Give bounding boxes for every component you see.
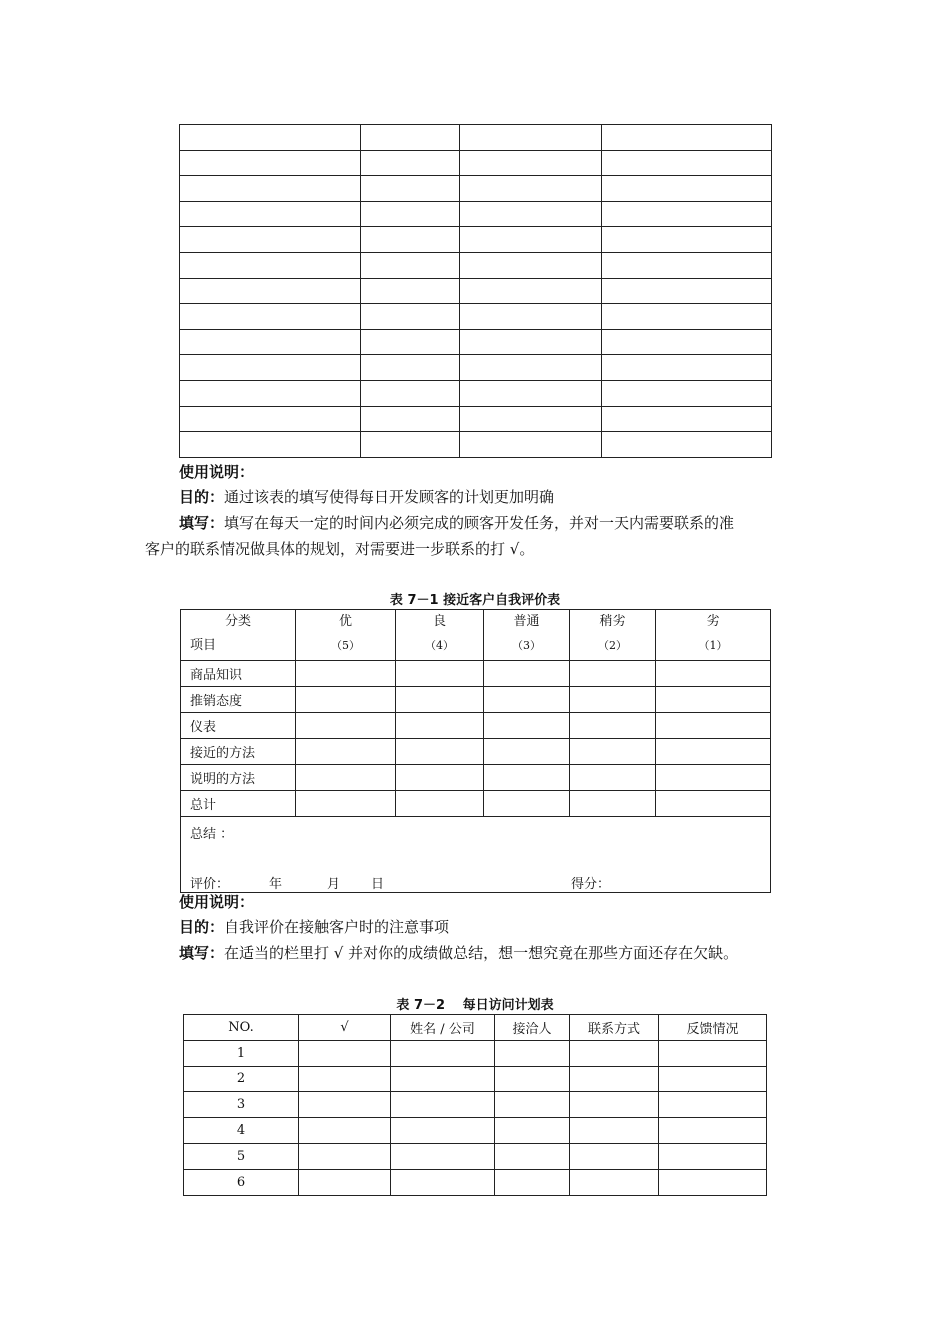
blank-row: [180, 150, 772, 176]
table71-header-row: [181, 610, 771, 661]
blank-cell[interactable]: [180, 227, 361, 253]
blank-cell[interactable]: [361, 380, 460, 406]
row-number: 3: [184, 1092, 299, 1118]
item-name: 推销态度: [181, 687, 296, 713]
rating-cell[interactable]: [484, 739, 570, 765]
blank-cell[interactable]: [460, 278, 602, 304]
visit-cell[interactable]: [495, 1169, 570, 1195]
row-number: 4: [184, 1118, 299, 1144]
visit-cell[interactable]: [495, 1040, 570, 1066]
blank-row: [180, 252, 772, 278]
rating-cell[interactable]: [484, 765, 570, 791]
visit-cell[interactable]: [659, 1040, 767, 1066]
blank-cell[interactable]: [361, 150, 460, 176]
blank-cell[interactable]: [361, 278, 460, 304]
year-label: 年: [269, 877, 283, 892]
blank-cell[interactable]: [602, 150, 772, 176]
rating-cell[interactable]: [570, 687, 656, 713]
month-label: 月: [327, 877, 341, 892]
fill-line-2: 客户的联系情况做具体的规划，对需要进一步联系的打 √。: [145, 540, 535, 558]
blank-cell[interactable]: [460, 252, 602, 278]
visit-cell[interactable]: [495, 1092, 570, 1118]
visit-cell[interactable]: [299, 1066, 391, 1092]
blank-cell[interactable]: [180, 406, 361, 432]
category-label: 分类: [224, 614, 251, 629]
visit-cell[interactable]: [299, 1092, 391, 1118]
evaluation-row: [181, 739, 771, 765]
visit-cell[interactable]: [299, 1143, 391, 1169]
blank-cell[interactable]: [361, 355, 460, 381]
blank-cell[interactable]: [602, 380, 772, 406]
rating-cell[interactable]: [484, 713, 570, 739]
rating-cell[interactable]: [396, 791, 484, 817]
blank-row: [180, 227, 772, 253]
blank-cell[interactable]: [602, 252, 772, 278]
blank-cell[interactable]: [602, 125, 772, 151]
fill-label: 填写：: [179, 944, 225, 962]
visit-cell[interactable]: [391, 1118, 495, 1144]
blank-cell[interactable]: [602, 278, 772, 304]
grade-header: [656, 610, 771, 661]
blank-cell[interactable]: [361, 125, 460, 151]
visit-cell[interactable]: [391, 1143, 495, 1169]
blank-cell[interactable]: [460, 176, 602, 202]
rating-cell[interactable]: [296, 765, 396, 791]
blank-cell[interactable]: [180, 176, 361, 202]
grade-name: 劣: [706, 614, 720, 629]
blank-cell[interactable]: [460, 150, 602, 176]
rating-cell[interactable]: [656, 739, 771, 765]
item-name: 总计: [181, 791, 296, 817]
visit-cell[interactable]: [570, 1143, 659, 1169]
evaluation-row: [181, 713, 771, 739]
visit-cell[interactable]: [570, 1092, 659, 1118]
blank-row: [180, 432, 772, 458]
purpose-label: 目的：: [179, 918, 225, 936]
rating-cell[interactable]: [570, 765, 656, 791]
rating-cell[interactable]: [656, 791, 771, 817]
blank-row: [180, 201, 772, 227]
visit-cell[interactable]: [659, 1169, 767, 1195]
blank-row: [180, 304, 772, 330]
rating-cell[interactable]: [396, 661, 484, 687]
evaluation-label: 评价：: [190, 877, 230, 892]
blank-cell[interactable]: [602, 355, 772, 381]
blank-cell[interactable]: [602, 329, 772, 355]
blank-cell[interactable]: [602, 227, 772, 253]
visit-row: [184, 1169, 767, 1195]
visit-cell[interactable]: [659, 1066, 767, 1092]
purpose-line-2: [179, 914, 449, 940]
blank-cell[interactable]: [361, 406, 460, 432]
row-number: 1: [184, 1040, 299, 1066]
blank-cell[interactable]: [361, 432, 460, 458]
grade-name: 优: [338, 614, 352, 629]
day-label: 日: [371, 877, 385, 892]
blank-row: [180, 380, 772, 406]
visit-row: [184, 1066, 767, 1092]
visit-row: [184, 1143, 767, 1169]
rating-cell[interactable]: [484, 661, 570, 687]
column-header: NO.: [184, 1015, 299, 1041]
visit-cell[interactable]: [391, 1169, 495, 1195]
blank-cell[interactable]: [460, 201, 602, 227]
item-name: 仪表: [181, 713, 296, 739]
rating-cell[interactable]: [484, 687, 570, 713]
rating-cell[interactable]: [570, 791, 656, 817]
blank-cell[interactable]: [602, 304, 772, 330]
blank-cell[interactable]: [180, 125, 361, 151]
daily-visit-plan-table: [183, 1014, 767, 1196]
blank-row: [180, 329, 772, 355]
blank-cell[interactable]: [180, 432, 361, 458]
blank-cell[interactable]: [361, 201, 460, 227]
blank-cell[interactable]: [460, 380, 602, 406]
grade-score: （1）: [698, 639, 728, 652]
blank-cell[interactable]: [602, 201, 772, 227]
rating-cell[interactable]: [396, 739, 484, 765]
row-number: 5: [184, 1143, 299, 1169]
table71-caption: 表 7－1 接近客户自我评价表: [389, 593, 561, 608]
self-evaluation-table: [180, 609, 771, 893]
blank-cell[interactable]: [180, 252, 361, 278]
blank-row: [180, 125, 772, 151]
visit-cell[interactable]: [495, 1066, 570, 1092]
visit-cell[interactable]: [570, 1118, 659, 1144]
row-number: 2: [184, 1066, 299, 1092]
blank-row: [180, 278, 772, 304]
purpose-text: 自我评价在接触客户时的注意事项: [224, 918, 450, 936]
blank-cell[interactable]: [460, 125, 602, 151]
rating-cell[interactable]: [656, 687, 771, 713]
summary-row: [181, 817, 771, 893]
rating-cell[interactable]: [296, 713, 396, 739]
grade-header: [484, 610, 570, 661]
blank-cell[interactable]: [180, 380, 361, 406]
grade-score: （4）: [425, 639, 454, 652]
visit-cell[interactable]: [570, 1040, 659, 1066]
grade-score: （5）: [331, 639, 360, 652]
grade-name: 普通: [513, 614, 540, 629]
blank-cell[interactable]: [602, 176, 772, 202]
column-header: √: [299, 1015, 391, 1041]
blank-cell[interactable]: [361, 304, 460, 330]
fill-line-1: [179, 510, 734, 536]
blank-cell[interactable]: [602, 432, 772, 458]
visit-cell[interactable]: [299, 1040, 391, 1066]
rating-cell[interactable]: [484, 791, 570, 817]
blank-cell[interactable]: [460, 355, 602, 381]
blank-plan-table: [179, 124, 772, 458]
item-name: 接近的方法: [181, 739, 296, 765]
rating-cell[interactable]: [570, 739, 656, 765]
rating-cell[interactable]: [296, 739, 396, 765]
evaluation-row: [181, 687, 771, 713]
visit-cell[interactable]: [570, 1169, 659, 1195]
blank-cell[interactable]: [460, 432, 602, 458]
purpose-label: 目的：: [179, 488, 225, 506]
visit-cell[interactable]: [299, 1169, 391, 1195]
blank-cell[interactable]: [361, 227, 460, 253]
rating-cell[interactable]: [296, 791, 396, 817]
blank-cell[interactable]: [361, 329, 460, 355]
blank-cell[interactable]: [180, 329, 361, 355]
rating-cell[interactable]: [296, 687, 396, 713]
rating-cell[interactable]: [570, 661, 656, 687]
evaluation-row: [181, 661, 771, 687]
rating-cell[interactable]: [656, 661, 771, 687]
rating-cell[interactable]: [396, 765, 484, 791]
fill-label: 填写：: [179, 514, 225, 532]
rating-cell[interactable]: [296, 661, 396, 687]
summary-cell[interactable]: [181, 817, 771, 893]
blank-cell[interactable]: [460, 329, 602, 355]
column-header: 接洽人: [495, 1015, 570, 1041]
rating-cell[interactable]: [396, 713, 484, 739]
visit-cell[interactable]: [570, 1066, 659, 1092]
item-name: 说明的方法: [181, 765, 296, 791]
visit-cell[interactable]: [495, 1118, 570, 1144]
blank-row: [180, 176, 772, 202]
blank-cell[interactable]: [180, 201, 361, 227]
item-label: 项目: [190, 638, 217, 653]
visit-cell[interactable]: [391, 1066, 495, 1092]
evaluation-row: [181, 791, 771, 817]
visit-cell[interactable]: [299, 1118, 391, 1144]
visit-cell[interactable]: [659, 1118, 767, 1144]
blank-cell[interactable]: [460, 406, 602, 432]
column-header: 反馈情况: [659, 1015, 767, 1041]
item-name: 商品知识: [181, 661, 296, 687]
evaluation-row: [181, 765, 771, 791]
grade-header: [296, 610, 396, 661]
grade-header: [570, 610, 656, 661]
column-header: 联系方式: [570, 1015, 659, 1041]
blank-cell[interactable]: [180, 355, 361, 381]
visit-row: [184, 1092, 767, 1118]
corner-header: [181, 610, 296, 661]
grade-score: （2）: [598, 639, 627, 652]
fill-text: 在适当的栏里打 √ 并对你的成绩做总结，想一想究竟在那些方面还存在欠缺。: [224, 944, 739, 962]
visit-cell[interactable]: [659, 1143, 767, 1169]
purpose-text: 通过该表的填写使得每日开发顾客的计划更加明确: [224, 488, 555, 506]
rating-cell[interactable]: [656, 765, 771, 791]
fill-text: 填写在每天一定的时间内必须完成的顾客开发任务，并对一天内需要联系的准: [224, 514, 735, 532]
blank-cell[interactable]: [460, 304, 602, 330]
visit-cell[interactable]: [391, 1040, 495, 1066]
purpose-line-1: [179, 484, 554, 510]
blank-cell[interactable]: [361, 252, 460, 278]
grade-name: 稍劣: [599, 614, 626, 629]
fill-line-3: [179, 940, 738, 966]
blank-cell[interactable]: [180, 150, 361, 176]
blank-row: [180, 355, 772, 381]
usage-title-1: 使用说明：: [179, 463, 255, 481]
summary-label: 总结 ：: [190, 827, 234, 842]
blank-cell[interactable]: [180, 304, 361, 330]
grade-header: [396, 610, 484, 661]
blank-row: [180, 406, 772, 432]
table72-caption: 表 7－2 每日访问计划表: [396, 998, 554, 1013]
blank-cell[interactable]: [460, 227, 602, 253]
table72-header-row: [184, 1015, 767, 1041]
visit-cell[interactable]: [391, 1092, 495, 1118]
rating-cell[interactable]: [570, 713, 656, 739]
row-number: 6: [184, 1169, 299, 1195]
grade-score: （3）: [512, 639, 541, 652]
visit-row: [184, 1118, 767, 1144]
usage-title-2: 使用说明：: [179, 893, 255, 911]
column-header: 姓名 / 公司: [391, 1015, 495, 1041]
rating-cell[interactable]: [396, 687, 484, 713]
blank-cell[interactable]: [361, 176, 460, 202]
grade-name: 良: [432, 614, 446, 629]
blank-cell[interactable]: [602, 406, 772, 432]
visit-row: [184, 1040, 767, 1066]
rating-cell[interactable]: [656, 713, 771, 739]
blank-cell[interactable]: [180, 278, 361, 304]
score-label: 得分：: [571, 877, 611, 892]
visit-cell[interactable]: [659, 1092, 767, 1118]
visit-cell[interactable]: [495, 1143, 570, 1169]
